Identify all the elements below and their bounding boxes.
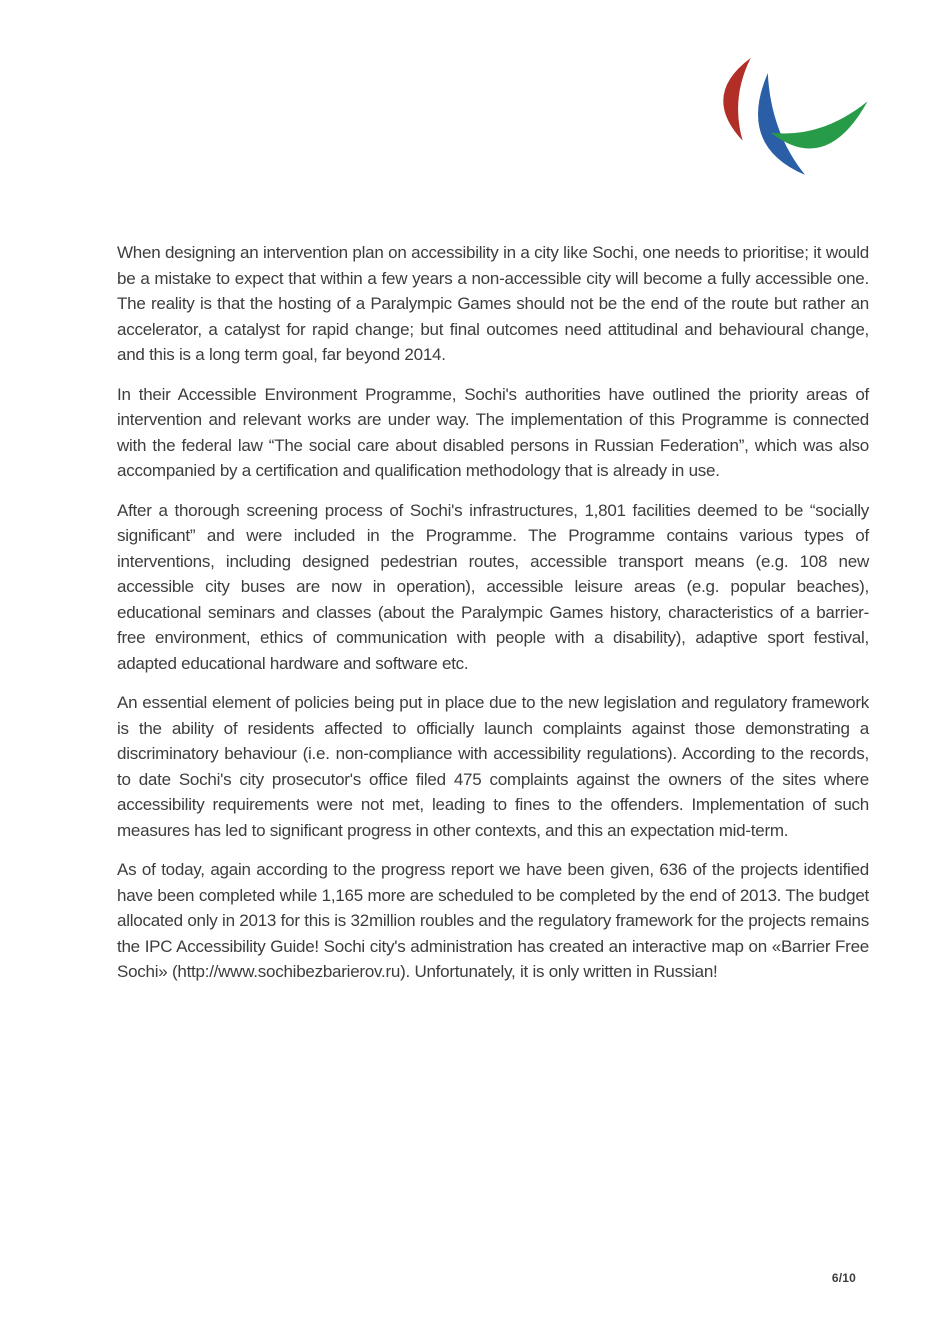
paragraph-5: As of today, again according to the progress report we have been given, 636 of the projects identified have been completed while 1,165 more are scheduled to be completed by the end of 2013. The budget allocated only in 2013 for this is 32million roubles and the regulatory framework for the projects remains the IPC Accessibility Guide! Sochi city's administration has created an interactive map on «Barrier Free Sochi» (http://www.sochibezbarierov.ru). Unfortunately, it is only written in Russian! <box>117 860 869 981</box>
page-footer <box>832 1271 856 1285</box>
paragraph-3: After a thorough screening process of Sochi's infrastructures, 1,801 facilities deemed to be “socially significant” and were included in the Programme. The Programme contains various types of interventions, including designed pedestrian routes, accessible transport means (e.g. 108 new accessible city buses are now in operation), accessible leisure areas (e.g. popular beaches), educational seminars and classes (about the Paralympic Games history, characteristics of a barrier-free environment, ethics of communication with people with a disability), adaptive sport festival, adapted educational hardware and software etc. <box>117 500 869 673</box>
paragraph-2: In their Accessible Environment Programme, Sochi's authorities have outlined the priority areas of intervention and relevant works are under way. The implementation of this Programme is connected with the federal law “The social care about disabled persons in Russian Federation”, which was also accompanied by a certification and qualification methodology that is already in use. <box>117 384 869 480</box>
agito-blue-icon <box>758 73 805 175</box>
ipc-agitos-logo <box>698 50 894 186</box>
page-number: 6/10 <box>831 1271 856 1285</box>
paragraph-4: An essential element of policies being put in place due to the new legislation and regulatory framework is the ability of residents affected to officially launch complaints against those demonstrating a discriminatory behaviour (i.e. non-compliance with accessibility regulations). According to the records, to date Sochi's city prosecutor's office filed 475 complaints against the owners of the sites where accessibility requirements were not met, leading to fines to the offenders. Implementation of such measures has led to significant progress in other contexts, and this an expectation mid-term. <box>117 693 869 840</box>
agito-red-icon <box>723 58 750 141</box>
page-header <box>698 50 894 186</box>
agito-green-icon <box>771 101 868 148</box>
paragraph-1: When designing an intervention plan on accessibility in a city like Sochi, one needs to prioritise; it would be a mistake to expect that within a few years a non-accessible city will become a fully accessible one. The reality is that the hosting of a Paralympic Games should not be the end of the route but rather an accelerator, a catalyst for rapid change; but final outcomes need attitudinal and behavioural change, and this is a long term goal, far beyond 2014. <box>117 243 869 364</box>
document-body <box>117 240 869 999</box>
